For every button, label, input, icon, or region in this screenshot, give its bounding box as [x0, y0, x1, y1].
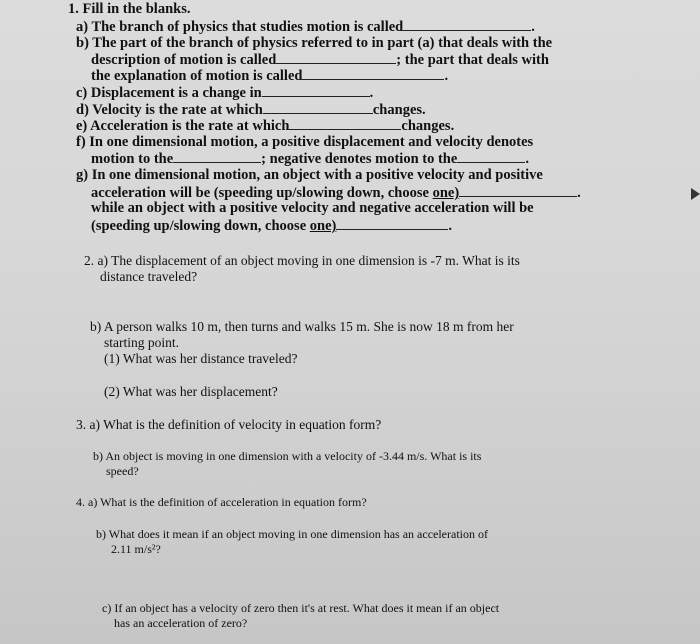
q2b-line1: b) A person walks 10 m, then turns and walks 15 m. She is now 18 m from her — [90, 319, 514, 334]
q1d-blank — [263, 101, 373, 114]
q1b-line2 — [91, 51, 549, 68]
q1c-line: c) Displacement is a change in . — [76, 85, 374, 101]
q1g-blank2 — [336, 217, 448, 230]
q1e-text-post: changes. — [401, 118, 455, 134]
q1e-line — [76, 117, 454, 134]
q1c-text: c) Displacement is a change in — [76, 85, 262, 101]
q4a-line: 4. a) What is the definition of acceleration in equation form? — [76, 495, 367, 509]
q1g-line3: while an object with a positive velocity and negative acceleration will be — [91, 200, 534, 216]
q1g-choose1: one) — [432, 185, 460, 201]
q1g-text4: (speeding up/slowing down, choose — [91, 218, 307, 234]
q1b-blank1 — [276, 51, 396, 64]
q1g-line2: acceleration will be (speeding up/slowing down, choose one) . — [91, 185, 581, 201]
q1a-text: a) The branch of physics that studies motion is called — [76, 19, 404, 35]
q2b-line3: (1) What was her distance traveled? — [104, 351, 298, 366]
q1d-line — [76, 101, 426, 118]
q1d-text-post: changes. — [372, 102, 426, 118]
q1f-line2: motion to the ; negative denotes motion to the . — [91, 151, 529, 167]
q2b-line2: starting point. — [104, 335, 179, 350]
q1g-line4: (speeding up/slowing down, choose one) . — [91, 218, 452, 234]
cursor-arrow-icon — [691, 188, 700, 200]
q1g-text2: acceleration will be (speeding up/slowing down, choose — [91, 185, 429, 201]
q1b-line1: b) The part of the branch of physics referred to in part (a) that deals with the — [76, 35, 553, 51]
q2b-line4: (2) What was her displacement? — [104, 384, 278, 399]
q3a-line: 3. a) What is the definition of velocity in equation form? — [76, 417, 382, 432]
q1e-text-pre: e) Acceleration is the rate at which — [76, 118, 290, 134]
q2a-line1: 2. a) The displacement of an object moving in one dimension is -7 m. What is its — [84, 253, 520, 268]
q1b-line3: the explanation of motion is called . — [91, 68, 449, 84]
q1f-blank1 — [173, 150, 261, 163]
q1c-blank — [262, 84, 370, 97]
q1b-blank2 — [302, 67, 444, 80]
q1e-blank — [289, 117, 401, 130]
q1b-text-pre: description of motion is called — [91, 52, 277, 68]
q1d-text-pre: d) Velocity is the rate at which — [76, 102, 263, 118]
q3b-line2: speed? — [106, 464, 139, 478]
q1f-line1: f) In one dimensional motion, a positive displacement and velocity denotes — [76, 134, 534, 150]
q1g-choose2: one) — [309, 218, 337, 234]
q4b-line2: 2.11 m/s²? — [111, 542, 161, 556]
q1b-text3: the explanation of motion is called — [91, 68, 303, 84]
q3b-line1: b) An object is moving in one dimension with a velocity of -3.44 m/s. What is its — [93, 449, 482, 463]
q4b-line1: b) What does it mean if an object moving in one dimension has an acceleration of — [96, 527, 488, 541]
q1f-text-pre: motion to the — [91, 151, 174, 167]
q1b-text-post: ; the part that deals with — [396, 52, 549, 68]
q1f-blank2 — [457, 150, 525, 163]
q4c-line1: c) If an object has a velocity of zero then it's at rest. What does it mean if an object — [102, 601, 500, 615]
q1g-blank1 — [459, 184, 577, 197]
q4c-line2: has an acceleration of zero? — [114, 616, 248, 630]
q1-title: 1. Fill in the blanks. — [68, 1, 191, 17]
q1g-line1: g) In one dimensional motion, an object with a positive velocity and positive — [76, 167, 543, 183]
q1a-line: a) The branch of physics that studies motion is called . — [76, 19, 535, 35]
q1a-blank — [403, 18, 531, 31]
q1f-text-post: ; negative denotes motion to the — [261, 151, 458, 167]
q2a-line2: distance traveled? — [100, 269, 198, 284]
